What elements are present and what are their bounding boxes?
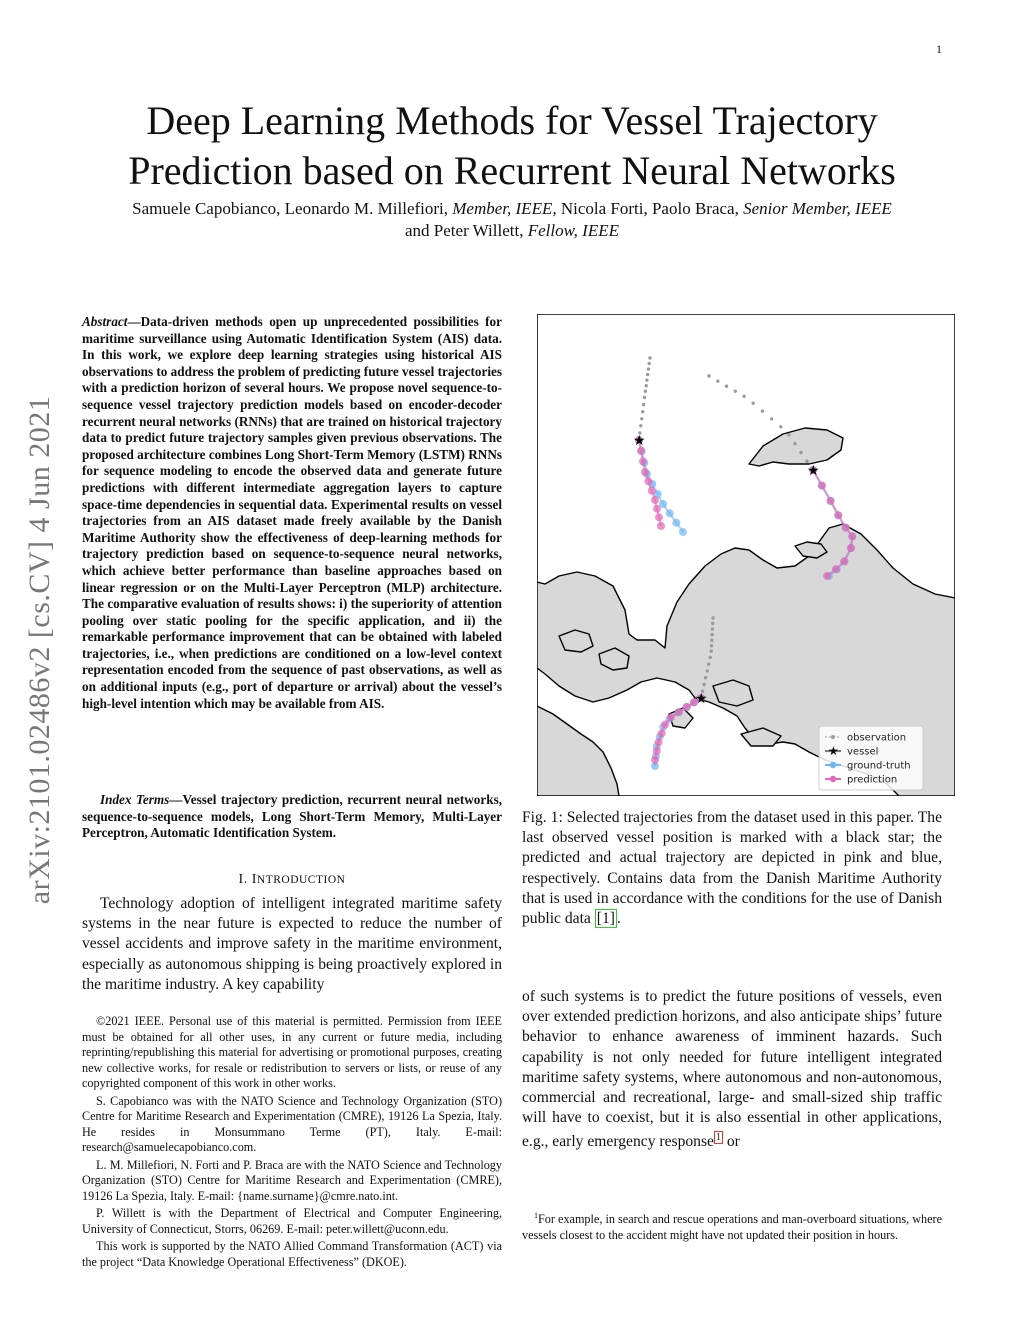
observation-point	[648, 356, 651, 359]
observation-point	[711, 622, 714, 625]
prediction-point	[667, 713, 675, 721]
observation-point	[710, 633, 713, 636]
observation-point	[793, 442, 796, 445]
right-footnote	[522, 1208, 942, 1243]
observation-point	[716, 379, 719, 382]
authors-3-role: Fellow, IEEE	[527, 221, 619, 240]
arxiv-id-text: arXiv:2101.02486v2 [cs.CV] 4 Jun 2021	[23, 395, 56, 905]
observation-point	[787, 433, 790, 436]
footnote-mark: 1	[534, 1211, 538, 1220]
footnote-text: For example, in search and rescue operations and man-overboard situations, where vessels closest to the accident might have not updated their position in hours.	[522, 1212, 942, 1242]
ground-truth-point	[679, 528, 687, 536]
right-column-text: of such systems is to predict the future positions of vessels, even over extended prediction horizons, and also anticipate ships’ future behavior to enhance awareness of imminent hazards. Such capability is not only needed for future intelligent integrated maritime safety systems, where autonomous and non-autonomous, commercial and recreational, large- and small-sized ship traffic will have to coexist, but it is also essential in other applications, e.g., early emergency response	[522, 988, 942, 1151]
title-line-1: Deep Learning Methods for Vessel Trajectory	[146, 98, 878, 143]
observation-point	[805, 460, 808, 463]
legend-observation-label: observation	[847, 732, 907, 744]
footnote-affiliation: P. Willett is with the Department of Electrical and Computer Engineering, University of Connecticut, Storrs, 06269. E-mail: peter.willett@uconn.edu.	[82, 1206, 502, 1236]
prediction-point	[823, 572, 831, 580]
observation-point	[752, 402, 755, 405]
observation-point	[711, 627, 714, 630]
vessel-star-marker: ★	[633, 434, 646, 449]
observation-point	[645, 384, 648, 387]
authors-2-role: Senior Member, IEEE	[743, 199, 892, 218]
observation-point	[702, 683, 705, 686]
prediction-point	[840, 557, 848, 565]
prediction-point	[657, 522, 665, 530]
legend	[819, 726, 923, 790]
prediction-point	[848, 532, 856, 540]
observation-point	[647, 367, 650, 370]
observation-point	[799, 451, 802, 454]
observation-point	[641, 410, 644, 413]
vessel-star-marker: ★	[807, 464, 820, 479]
prediction-point	[655, 738, 663, 746]
ground-truth-point	[666, 509, 674, 517]
index-terms	[82, 792, 502, 842]
prediction-point	[655, 513, 663, 521]
figure-caption: Fig. 1: Selected trajectories from the dataset used in this paper. The last observed vessel position is marked with a black star; the predicted and actual trajectory are depicted in pink and blue, respectively. Contains data from the Danish Maritime Authority that is used in accordance with the conditions for the use of Danish public data [1] .	[522, 809, 942, 928]
observation-point	[709, 656, 712, 659]
abstract-text: —Data-driven methods open up unprecedented possibilities for maritime surveillance using Automatic Identification System (AIS) data. In this work, we explore deep learning strategies using historical AIS observations to address the problem of predicting future vessel trajectories with a prediction horizon of several hours. We propose novel sequence-to-sequence vessel trajectory prediction models based on encoder-decoder recurrent neural networks (RNNs) that are trained on historical trajectory data to predict future trajectory samples given previous observations. The proposed architecture combines Long Short-Term Memory (LSTM) RNNs for sequence modeling to encode the observed data and generate future predictions with different intermediate aggregation layers to capture space-time dependencies in sequential data. Experimental results on vessel trajectories from an AIS dataset made freely available by the Danish Maritime Authority show the effectiveness of deep-learning methods for trajectory prediction based on sequence-to-sequence neural networks, which achieve better performance than baseline approaches based on linear regression or on the Multi-Layer Perceptron (MLP) architecture. The comparative evaluation of results shows: i) the superiority of attention pooling over static pooling for the specific application, and ii) the remarkable performance improvement that can be obtained with labeled trajectories, i.e., when predictions are conditioned on a low-level context representation encoded from the sequence of past observations, as well as on additional inputs (e.g., port of departure or arrival) about the vessel’s high-level intention which may be available from AIS.	[82, 314, 502, 711]
observation-point	[707, 663, 710, 666]
observation-point	[643, 396, 646, 399]
legend-ground-truth-marker	[830, 762, 836, 768]
observation-point	[711, 616, 714, 619]
prediction-point	[651, 496, 659, 504]
legend-vessel-label: vessel	[847, 746, 879, 758]
footnote-link[interactable]: 1	[715, 1132, 721, 1144]
paper-title	[60, 96, 964, 196]
abstract	[82, 314, 502, 712]
observation-point	[704, 676, 707, 679]
citation-link[interactable]: [1]	[596, 910, 615, 928]
observation-point	[734, 390, 737, 393]
observation-point	[710, 644, 713, 647]
observation-point	[642, 403, 645, 406]
prediction-point	[641, 468, 649, 476]
authors-3: and Peter Willett,	[405, 221, 524, 240]
prediction-point	[658, 729, 666, 737]
observation-point	[640, 417, 643, 420]
prediction-point	[653, 505, 661, 513]
observation-point	[761, 409, 764, 412]
abstract-label: Abstract	[82, 314, 128, 329]
prediction-point	[818, 482, 826, 490]
prediction-point	[644, 477, 652, 485]
section-heading: I. INTRODUCTION	[238, 872, 346, 887]
title-line-2: Prediction based on Recurrent Neural Networks	[128, 148, 896, 193]
observation-point	[770, 417, 773, 420]
page-number: 1	[936, 42, 942, 56]
observation-point	[648, 362, 651, 365]
observation-point	[646, 373, 649, 376]
prediction-point	[675, 708, 683, 716]
footnote-funding: This work is supported by the NATO Allied Command Transformation (ACT) via the project “Data Knowledge Operational Effectiveness” (DKOE).	[82, 1239, 502, 1269]
vessel-star-marker: ★	[695, 692, 708, 707]
observation-point	[779, 425, 782, 428]
observation-point	[725, 385, 728, 388]
index-terms-label: Index Terms	[100, 792, 170, 807]
footnote-copyright: ©2021 IEEE. Personal use of this material is permitted. Permission from IEEE must be obtained for all other uses, in any current or future media, including reprinting/republishing this material for advertising or promotional purposes, creating new collective works, for resale or redistribution to servers or lists, or reuse of any copyrighted component of this work in other works.	[82, 1014, 502, 1090]
arxiv-identifier	[14, 370, 66, 930]
prediction-point	[847, 544, 855, 552]
trajectory-map	[537, 314, 955, 796]
observation-point	[742, 395, 745, 398]
legend-prediction-label: prediction	[847, 774, 898, 786]
legend-prediction-marker	[830, 776, 836, 782]
index-terms-text: —Vessel trajectory prediction, recurrent neural networks, sequence-to-sequence models, Long Short-Term Memory, Multi-Layer Perceptron, Automatic Identification System.	[82, 792, 502, 841]
prediction-point	[827, 497, 835, 505]
observation-point	[639, 424, 642, 427]
authors-1-role: Member, IEEE,	[452, 199, 557, 218]
legend-ground-truth-label: ground-truth	[847, 760, 911, 772]
ground-truth-point	[672, 519, 680, 527]
prediction-point	[653, 747, 661, 755]
observation-point	[710, 639, 713, 642]
authors-1: Samuele Capobianco, Leonardo M. Millefiori,	[132, 199, 449, 218]
intro-paragraph: Technology adoption of intelligent integrated maritime safety systems in the near future is expected to reduce the number of vessel accidents and improve safety in the maritime environment, especially as autonomous shipping is being proactively explored in the maritime industry. A key capability	[82, 895, 502, 993]
prediction-point	[639, 457, 647, 465]
prediction-point	[683, 703, 691, 711]
prediction-point	[651, 756, 659, 764]
observation-point	[710, 650, 713, 653]
trajectory-figure	[537, 314, 955, 796]
caption-text: Fig. 1: Selected trajectories from the dataset used in this paper. The last observed vessel position is marked with a black star; the predicted and actual trajectory are depicted in pink and blue, respectively. Contains data from the Danish Maritime Authority that is used in accordance with the conditions for the use of Danish public data	[522, 809, 942, 928]
observation-point	[645, 379, 648, 382]
prediction-point	[648, 487, 656, 495]
observation-point	[644, 390, 647, 393]
prediction-point	[842, 524, 850, 532]
authors-2: Nicola Forti, Paolo Braca,	[560, 199, 739, 218]
footnote-affiliation: S. Capobianco was with the NATO Science and Technology Organization (STO) Centre for Maritime Research and Experimentation (CMRE), 19126 La Spezia, Italy. He resides in Monsummano Terme (PT), Italy. E-mail: research@samuelecapobianco.com.	[82, 1093, 502, 1154]
prediction-point	[832, 565, 840, 573]
left-footnotes	[82, 1014, 502, 1272]
prediction-point	[834, 511, 842, 519]
right-column-paragraph: of such systems is to predict the future positions of vessels, even over extended prediction horizons, and also anticipate ships’ future behavior to enhance awareness of imminent hazards. Such capability is not only needed for future intelligent integrated maritime safety systems, where autonomous and non-autonomous, commercial and recreational, large- and small-sized ship traffic will have to coexist, but it is also essential in other applications, e.g., early emergency response $^1$ or	[522, 988, 942, 1151]
prediction-point	[661, 720, 669, 728]
observation-point	[706, 669, 709, 672]
legend-vessel-marker: ★	[828, 744, 839, 758]
author-list	[60, 198, 964, 242]
footnote-affiliation: L. M. Millefiori, N. Forti and P. Braca are with the NATO Science and Technology Organization (STO) Centre for Maritime Research and Experimentation (CMRE), 19126 La Spezia, Italy. E-mail: {name.surname}@cmre.nato.int.	[82, 1157, 502, 1203]
observation-point	[707, 374, 710, 377]
